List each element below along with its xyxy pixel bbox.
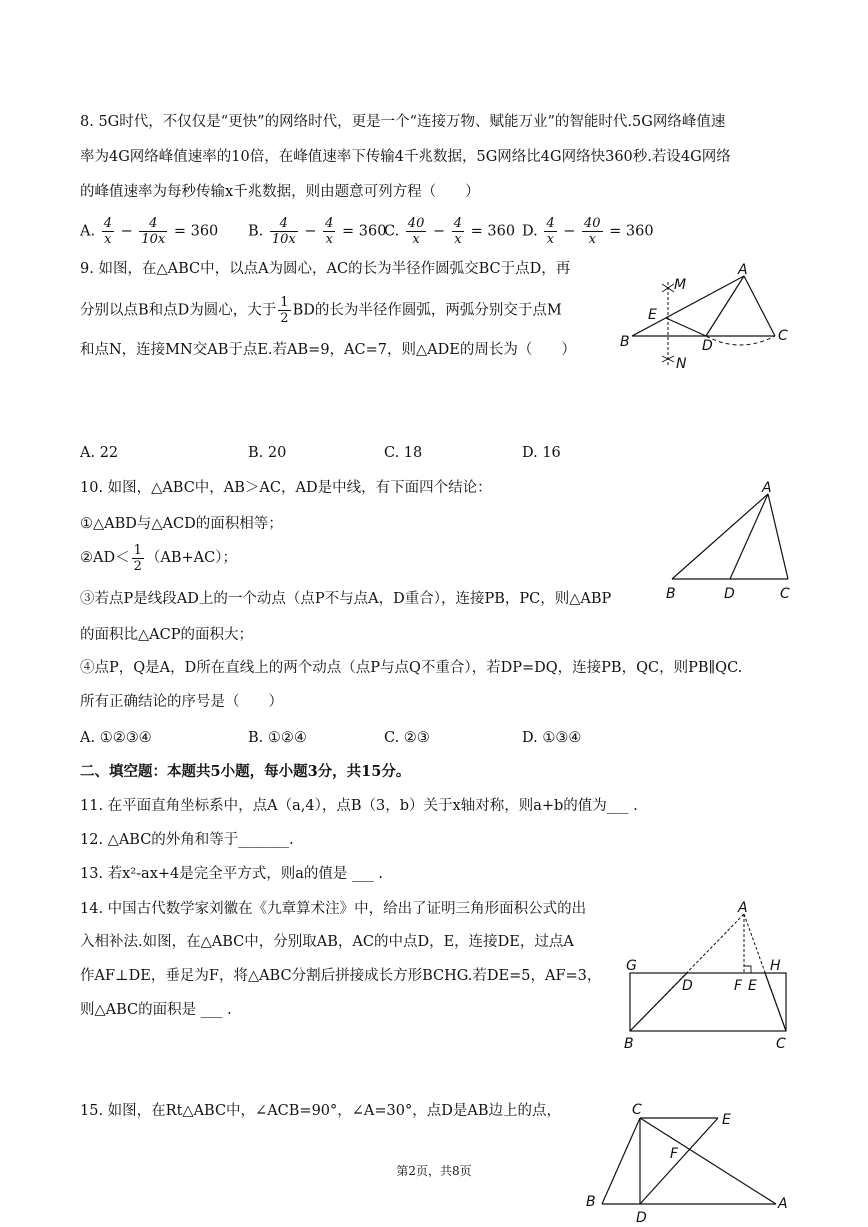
q10-option-c: C. ②③: [384, 730, 430, 746]
q14-line1: 14. 中国古代数学家刘徽在《九章算术注》中，给出了证明三角形面积公式的出: [80, 901, 587, 917]
q8-option-c: C. $\frac{40}{x}$ − $\frac{4}{x}$ = 360: [384, 216, 516, 247]
q15-label-b: B: [586, 1194, 596, 1210]
q9-option-b: B. 20: [248, 445, 287, 461]
q15-label-d: D: [636, 1210, 647, 1226]
q15-label-f: F: [670, 1146, 679, 1162]
q10-figure: [662, 478, 802, 602]
q14-label-e: E: [748, 978, 757, 994]
q10-label-b: B: [666, 586, 676, 602]
q8-line1: 8. 5G时代，不仅仅是“更快”的网络时代，更是一个“连接万物、赋能万业”的智能时代.5G网络峰值速: [80, 114, 726, 130]
q9-option-a: A. 22: [80, 445, 119, 461]
q9-figure: [618, 262, 798, 372]
q10-statement-3b: 的面积比△ACP的面积大；: [80, 627, 253, 643]
q14-label-f: F: [734, 978, 743, 994]
q15-label-e: E: [722, 1112, 731, 1128]
q10-label-c: C: [780, 586, 790, 602]
q15-line1: 15. 如图，在Rt△ABC中，∠ACB=90°，∠A=30°，点D是AB边上的点，: [80, 1103, 561, 1119]
q14-figure: [620, 898, 800, 1052]
q14-label-a: A: [738, 900, 748, 916]
q10-statement-4: ④点P，Q是A，D所在直线上的两个动点（点P与点Q不重合），若DP=DQ，连接PB，QC，则PB∥QC.: [80, 660, 743, 676]
q9-label-d: D: [702, 338, 713, 354]
section-2-heading: 二、填空题：本题共5小题，每小题3分，共15分。: [80, 763, 411, 780]
q8-option-d: D. $\frac{4}{x}$ − $\frac{40}{x}$ = 360: [522, 216, 654, 247]
q9-line1: 9. 如图，在△ABC中，以点A为圆心，AC的长为半径作圆弧交BC于点D，再: [80, 261, 571, 277]
q10-label-d: D: [724, 586, 735, 602]
q10-statement-3a: ③若点P是线段AD上的一个动点（点P不与点A，D重合），连接PB，PC，则△ABP: [80, 591, 612, 607]
q9-label-c: C: [778, 328, 788, 344]
q14-label-d: D: [682, 978, 693, 994]
q10-label-a: A: [762, 480, 772, 496]
q10-statement-1: ①△ABD与△ACD的面积相等；: [80, 516, 283, 532]
q14-line3: 作AF⊥DE，垂足为F，将△ABC分割后拼接成长方形BCHG.若DE=5，AF=3，: [80, 968, 602, 984]
q12: 12. △ABC的外角和等于_______.: [80, 832, 294, 848]
page-footer: 第2页，共8页: [396, 1164, 472, 1178]
q9-label-n: N: [676, 356, 687, 372]
q10-statement-2: ②AD＜ $\frac{1}{2}$ （AB+AC）；: [80, 542, 237, 574]
q9-label-b: B: [620, 334, 630, 350]
q10-option-d: D. ①③④: [522, 730, 582, 746]
q9-line3: 和点N，连接MN交AB于点E.若AB=9，AC=7，则△ADE的周长为（ ）: [80, 342, 576, 358]
q15-label-c: C: [632, 1102, 642, 1118]
q10-option-b: B. ①②④: [248, 730, 307, 746]
q9-label-a: A: [738, 262, 748, 278]
q9-line2: 分别以点B和点D为圆心，大于 $\frac{1}{2}$ BD的长为半径作圆弧，两弧分别交于点M: [80, 295, 562, 326]
q10-ask: 所有正确结论的序号是（ ）: [80, 694, 283, 710]
q11: 11. 在平面直角坐标系中，点A（a,4），点B（3，b）关于x轴对称，则a+b的值为___ .: [80, 798, 638, 814]
q8-line3: 的峰值速率为每秒传输x千兆数据，则由题意可列方程（ ）: [80, 184, 480, 200]
q10-line1: 10. 如图，△ABC中，AB＞AC，AD是中线，有下面四个结论：: [80, 480, 492, 496]
q14-label-g: G: [626, 958, 637, 974]
q13: 13. 若x²-ax+4是完全平方式，则a的值是 ___ .: [80, 866, 383, 882]
q14-label-c: C: [776, 1036, 786, 1052]
q10-option-a: A. ①②③④: [80, 730, 152, 746]
q8-option-b: B. $\frac{4}{10x}$ − $\frac{4}{x}$ = 360: [248, 216, 387, 247]
q8-option-a: A. $\frac{4}{x}$ − $\frac{4}{10x}$ = 360: [80, 216, 219, 247]
q14-line2: 入相补法.如图，在△ABC中，分别取AB，AC的中点D，E，连接DE，过点A: [80, 934, 574, 950]
q14-label-h: H: [770, 958, 781, 974]
q14-line4: 则△ABC的面积是 ___ .: [80, 1002, 232, 1018]
q14-label-b: B: [624, 1036, 634, 1052]
q9-option-c: C. 18: [384, 445, 423, 461]
q15-label-a: A: [778, 1196, 788, 1212]
q9-label-e: E: [648, 307, 657, 323]
q9-label-m: M: [674, 277, 687, 293]
q9-option-d: D. 16: [522, 445, 561, 461]
q8-line2: 率为4G网络峰值速率的10倍，在峰值速率下传输4千兆数据，5G网络比4G网络快360秒.若设4G网络: [80, 149, 731, 165]
